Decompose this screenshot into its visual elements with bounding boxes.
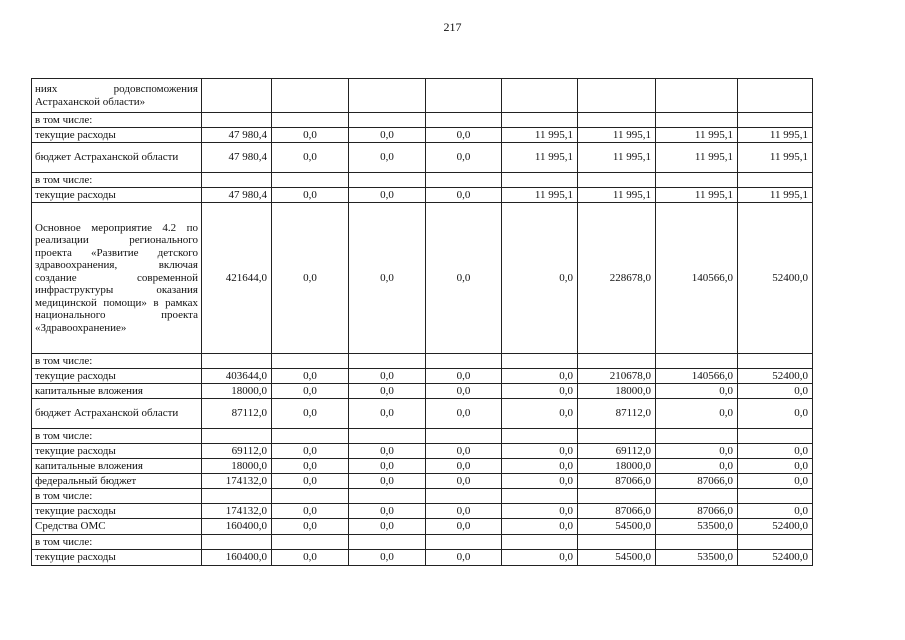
table-cell: 11 995,1 [656, 128, 738, 143]
table-cell: 11 995,1 [502, 143, 578, 173]
table-cell: 0,0 [272, 128, 349, 143]
table-cell [426, 429, 502, 444]
row-label: в том числе: [32, 489, 202, 504]
row-label: ниях родовспоможения Астраханской области» [32, 79, 202, 113]
table-cell [426, 489, 502, 504]
table-cell [578, 429, 656, 444]
table-cell: 0,0 [272, 459, 349, 474]
table-cell: 87112,0 [202, 399, 272, 429]
table-cell: 0,0 [426, 459, 502, 474]
table-cell: 0,0 [272, 384, 349, 399]
table-cell: 0,0 [738, 459, 813, 474]
table-cell: 0,0 [426, 384, 502, 399]
table-cell: 18000,0 [202, 459, 272, 474]
table-cell [656, 429, 738, 444]
table-cell: 0,0 [272, 519, 349, 535]
table-row [32, 188, 813, 203]
table-cell [502, 429, 578, 444]
table-cell [656, 535, 738, 550]
table-cell: 0,0 [349, 459, 426, 474]
table-cell [349, 489, 426, 504]
table-cell: 160400,0 [202, 519, 272, 535]
table-cell [349, 79, 426, 113]
table-cell: 52400,0 [738, 550, 813, 566]
table-row [32, 474, 813, 489]
row-label: бюджет Астраханской области [32, 399, 202, 429]
table-cell [656, 113, 738, 128]
table-row [32, 550, 813, 566]
table-cell [578, 79, 656, 113]
table-cell [578, 173, 656, 188]
table-cell: 174132,0 [202, 504, 272, 519]
table-body [32, 79, 813, 566]
table-cell: 0,0 [502, 474, 578, 489]
table-cell: 0,0 [272, 143, 349, 173]
table-cell: 0,0 [426, 203, 502, 354]
table-row [32, 113, 813, 128]
table-cell: 11 995,1 [502, 188, 578, 203]
table-cell: 87112,0 [578, 399, 656, 429]
table-cell: 0,0 [502, 504, 578, 519]
table-cell [202, 535, 272, 550]
table-cell: 0,0 [502, 399, 578, 429]
table-cell: 160400,0 [202, 550, 272, 566]
table-cell [738, 79, 813, 113]
table-row [32, 173, 813, 188]
table-cell [502, 79, 578, 113]
row-label: в том числе: [32, 173, 202, 188]
table-cell [656, 173, 738, 188]
table-cell: 0,0 [349, 474, 426, 489]
table-row [32, 429, 813, 444]
table-cell: 0,0 [272, 203, 349, 354]
table-cell [272, 489, 349, 504]
table-row [32, 143, 813, 173]
table-cell: 0,0 [349, 384, 426, 399]
table-cell [502, 354, 578, 369]
table-cell [578, 113, 656, 128]
table-cell [349, 113, 426, 128]
table-cell: 0,0 [349, 399, 426, 429]
table-cell: 18000,0 [578, 459, 656, 474]
table-cell: 140566,0 [656, 369, 738, 384]
table-cell: 11 995,1 [578, 143, 656, 173]
table-cell: 0,0 [272, 399, 349, 429]
table-cell: 11 995,1 [502, 128, 578, 143]
page-number: 217 [443, 20, 462, 34]
row-label: капитальные вложения [32, 459, 202, 474]
table-cell: 0,0 [272, 474, 349, 489]
row-label: в том числе: [32, 113, 202, 128]
table-cell: 87066,0 [656, 474, 738, 489]
table-cell: 0,0 [426, 143, 502, 173]
table-cell: 0,0 [426, 444, 502, 459]
table-cell: 0,0 [426, 519, 502, 535]
table-cell: 0,0 [502, 444, 578, 459]
table-cell [738, 173, 813, 188]
table-cell [349, 429, 426, 444]
table-cell [738, 489, 813, 504]
table-cell: 0,0 [349, 519, 426, 535]
table-cell [502, 173, 578, 188]
row-label: бюджет Астраханской области [32, 143, 202, 173]
table-cell: 11 995,1 [656, 143, 738, 173]
table-cell [272, 79, 349, 113]
table-cell: 54500,0 [578, 519, 656, 535]
table-cell [656, 489, 738, 504]
table-cell: 69112,0 [202, 444, 272, 459]
table-cell [738, 354, 813, 369]
table-cell [202, 354, 272, 369]
table-cell: 0,0 [502, 459, 578, 474]
table-cell: 87066,0 [578, 504, 656, 519]
table-cell: 0,0 [349, 444, 426, 459]
table-cell: 228678,0 [578, 203, 656, 354]
table-cell: 0,0 [272, 444, 349, 459]
row-label: в том числе: [32, 429, 202, 444]
table-cell [349, 354, 426, 369]
table-cell: 53500,0 [656, 519, 738, 535]
table-cell: 0,0 [502, 369, 578, 384]
table-cell: 18000,0 [202, 384, 272, 399]
table-cell [502, 113, 578, 128]
table-cell: 11 995,1 [738, 188, 813, 203]
table-cell: 0,0 [272, 188, 349, 203]
row-label: текущие расходы [32, 550, 202, 566]
table-row [32, 504, 813, 519]
table-cell: 11 995,1 [738, 143, 813, 173]
table-cell: 11 995,1 [578, 188, 656, 203]
table-cell [502, 535, 578, 550]
table-cell: 0,0 [349, 203, 426, 354]
table-cell: 0,0 [502, 384, 578, 399]
row-label: в том числе: [32, 354, 202, 369]
table-row [32, 399, 813, 429]
table-cell: 0,0 [502, 519, 578, 535]
table-cell: 0,0 [426, 550, 502, 566]
table-cell: 0,0 [349, 504, 426, 519]
row-label: текущие расходы [32, 369, 202, 384]
table-cell [738, 429, 813, 444]
table-cell: 0,0 [426, 128, 502, 143]
table-row [32, 369, 813, 384]
table-cell: 11 995,1 [578, 128, 656, 143]
table-cell: 0,0 [349, 188, 426, 203]
table-cell: 47 980,4 [202, 128, 272, 143]
table-cell [578, 489, 656, 504]
row-label: капитальные вложения [32, 384, 202, 399]
table-cell: 47 980,4 [202, 143, 272, 173]
table-cell [202, 429, 272, 444]
table-cell [426, 535, 502, 550]
table-cell: 54500,0 [578, 550, 656, 566]
table-cell: 0,0 [426, 474, 502, 489]
table-cell: 47 980,4 [202, 188, 272, 203]
table-cell [426, 173, 502, 188]
table-cell [656, 79, 738, 113]
table-cell [578, 535, 656, 550]
table-cell: 52400,0 [738, 519, 813, 535]
table-cell: 0,0 [656, 444, 738, 459]
table-cell: 174132,0 [202, 474, 272, 489]
table-cell [202, 79, 272, 113]
table-cell [272, 429, 349, 444]
table-cell: 0,0 [272, 550, 349, 566]
table-cell: 52400,0 [738, 203, 813, 354]
row-label: текущие расходы [32, 128, 202, 143]
table-cell [272, 173, 349, 188]
table-cell [738, 535, 813, 550]
table-cell: 69112,0 [578, 444, 656, 459]
table-cell: 0,0 [426, 369, 502, 384]
table-cell: 140566,0 [656, 203, 738, 354]
table-cell [426, 113, 502, 128]
table-row [32, 535, 813, 550]
table-cell: 0,0 [656, 399, 738, 429]
table-row [32, 459, 813, 474]
table-cell: 421644,0 [202, 203, 272, 354]
table-cell: 403644,0 [202, 369, 272, 384]
table-cell: 0,0 [502, 550, 578, 566]
row-label: текущие расходы [32, 504, 202, 519]
table-cell: 0,0 [656, 384, 738, 399]
table-cell: 11 995,1 [656, 188, 738, 203]
table-cell: 0,0 [738, 474, 813, 489]
table-cell [738, 113, 813, 128]
table-row [32, 203, 813, 354]
row-label: федеральный бюджет [32, 474, 202, 489]
table-row [32, 519, 813, 535]
table-cell [656, 354, 738, 369]
table-cell [578, 354, 656, 369]
table-cell: 0,0 [738, 504, 813, 519]
row-label: Основное мероприятие 4.2 по реализации регионального проекта «Развитие детского здравоохранения, включая создание современной инфраструктуры оказания медицинской помощи» в рамках национального проекта «Здравоохранение» [32, 203, 202, 354]
table-cell: 0,0 [426, 188, 502, 203]
table-row [32, 79, 813, 113]
table-cell [202, 173, 272, 188]
table-cell [272, 113, 349, 128]
table-row [32, 444, 813, 459]
table-cell: 0,0 [502, 203, 578, 354]
row-label: текущие расходы [32, 188, 202, 203]
table-cell [426, 354, 502, 369]
table-cell: 0,0 [426, 399, 502, 429]
table-cell: 11 995,1 [738, 128, 813, 143]
table-cell [349, 173, 426, 188]
table-cell: 18000,0 [578, 384, 656, 399]
table-cell: 0,0 [656, 459, 738, 474]
table-cell [349, 535, 426, 550]
row-label: в том числе: [32, 535, 202, 550]
table-cell: 0,0 [272, 504, 349, 519]
table-row [32, 384, 813, 399]
table-cell: 0,0 [272, 369, 349, 384]
table-cell [202, 489, 272, 504]
table-cell [502, 489, 578, 504]
table-cell [202, 113, 272, 128]
table-cell: 0,0 [349, 369, 426, 384]
table-cell: 0,0 [349, 550, 426, 566]
table-cell: 0,0 [738, 399, 813, 429]
row-label: Средства ОМС [32, 519, 202, 535]
budget-table [31, 78, 813, 566]
row-label: текущие расходы [32, 444, 202, 459]
table-cell: 0,0 [738, 384, 813, 399]
table-cell: 87066,0 [656, 504, 738, 519]
table-row [32, 128, 813, 143]
table-cell [426, 79, 502, 113]
table-cell: 0,0 [738, 444, 813, 459]
table-cell: 0,0 [349, 143, 426, 173]
table-cell: 210678,0 [578, 369, 656, 384]
table-cell [272, 354, 349, 369]
table-cell: 87066,0 [578, 474, 656, 489]
table-cell: 52400,0 [738, 369, 813, 384]
table-row [32, 354, 813, 369]
table-cell: 0,0 [426, 504, 502, 519]
table-cell: 53500,0 [656, 550, 738, 566]
table-cell [272, 535, 349, 550]
table-row [32, 489, 813, 504]
table-cell: 0,0 [349, 128, 426, 143]
